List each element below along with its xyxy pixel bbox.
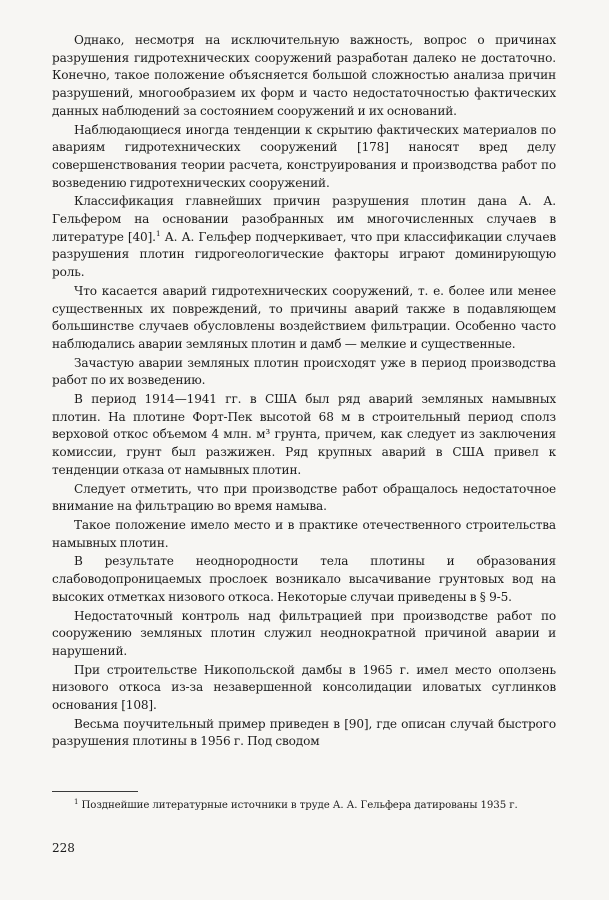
paragraph-1: Однако, несмотря на исключительную важность, вопрос о причинах разрушения гидротехнических сооружений разработан далеко не достаточно. Конечно, такое положение объясняется большой сложностью анализа причин разрушений, многообразием их форм и часто недостаточностью фактических данных наблюдений за состоянием сооружений и их оснований. xyxy=(52,33,556,118)
paragraph-3 xyxy=(52,193,556,282)
paragraph-3-text: Классификация главнейших причин разрушения плотин дана А. А. Гельфером на основании разобранных им многочисленных случаев в литературе [40]. xyxy=(52,194,556,244)
footnote-reference[interactable]: 1 xyxy=(155,228,161,238)
paragraph-2: Наблюдающиеся иногда тенденции к скрытию фактических материалов по авариям гидротехнических сооружений [178] наносят вред делу совершенствования теории расчета, конструирования и производства работ по возведению гидротехнических сооружений. xyxy=(52,122,556,190)
paragraph-3-text-cont: А. А. Гельфер подчеркивает, что при классификации случаев разрушения плотин гидрогеологические факторы играют доминирующую роль. xyxy=(52,229,556,280)
footnote xyxy=(52,798,556,813)
paragraph-6: В период 1914—1941 гг. в США был ряд аварий земляных намывных плотин. На плотине Форт-Пек высотой 68 м в строительный период сполз верховой откос объемом 4 млн. м³ грунта, причем, как следует из заключения комиссии, грунт был разжижен. Ряд крупных аварий в США привел к тенденции отказа от намывных плотин. xyxy=(52,392,556,477)
paragraph-8: Такое положение имело место и в практике отечественного строительства намывных плотин. xyxy=(52,517,556,550)
footnote-text: Позднейшие литературные источники в труде А. А. Гельфера датированы 1935 г. xyxy=(78,800,518,811)
page-body xyxy=(52,32,556,751)
paragraph-5: Зачастую аварии земляных плотин происходят уже в период производства работ по их возведению. xyxy=(52,355,556,388)
paragraph-7: Следует отметить, что при производстве работ обращалось недостаточное внимание на фильтрацию во время намыва. xyxy=(52,481,556,514)
paragraph-9: В результате неоднородности тела плотины и образования слабоводопроницаемых прослоек возникало высачивание грунтовых вод на высоких отметках низового откоса. Некоторые случаи приведены в § 9-5. xyxy=(52,554,556,604)
paragraph-4: Что касается аварий гидротехнических сооружений, т. е. более или менее существенных их повреждений, то причины аварий также в подавляющем большинстве случаев обусловлены воздействием фильтрации. Особенно часто наблюдались аварии земляных плотин и дамб — мелкие и существенные. xyxy=(52,283,556,351)
paragraph-12: Весьма поучительный пример приведен в [90], где описан случай быстрого разрушения плотины в 1956 г. Под сводом xyxy=(52,716,556,749)
page-number: 228 xyxy=(52,841,75,855)
footnote-divider xyxy=(52,791,138,792)
paragraph-11: При строительстве Никопольской дамбы в 1965 г. имел место оползень низового откоса из-за незавершенной консолидации иловатых суглинков основания [108]. xyxy=(52,662,556,713)
footnote-mark: 1 xyxy=(74,798,79,806)
paragraph-10: Недостаточный контроль над фильтрацией при производстве работ по сооружению земляных плотин служил неоднократной причиной аварии и нарушений. xyxy=(52,608,556,658)
